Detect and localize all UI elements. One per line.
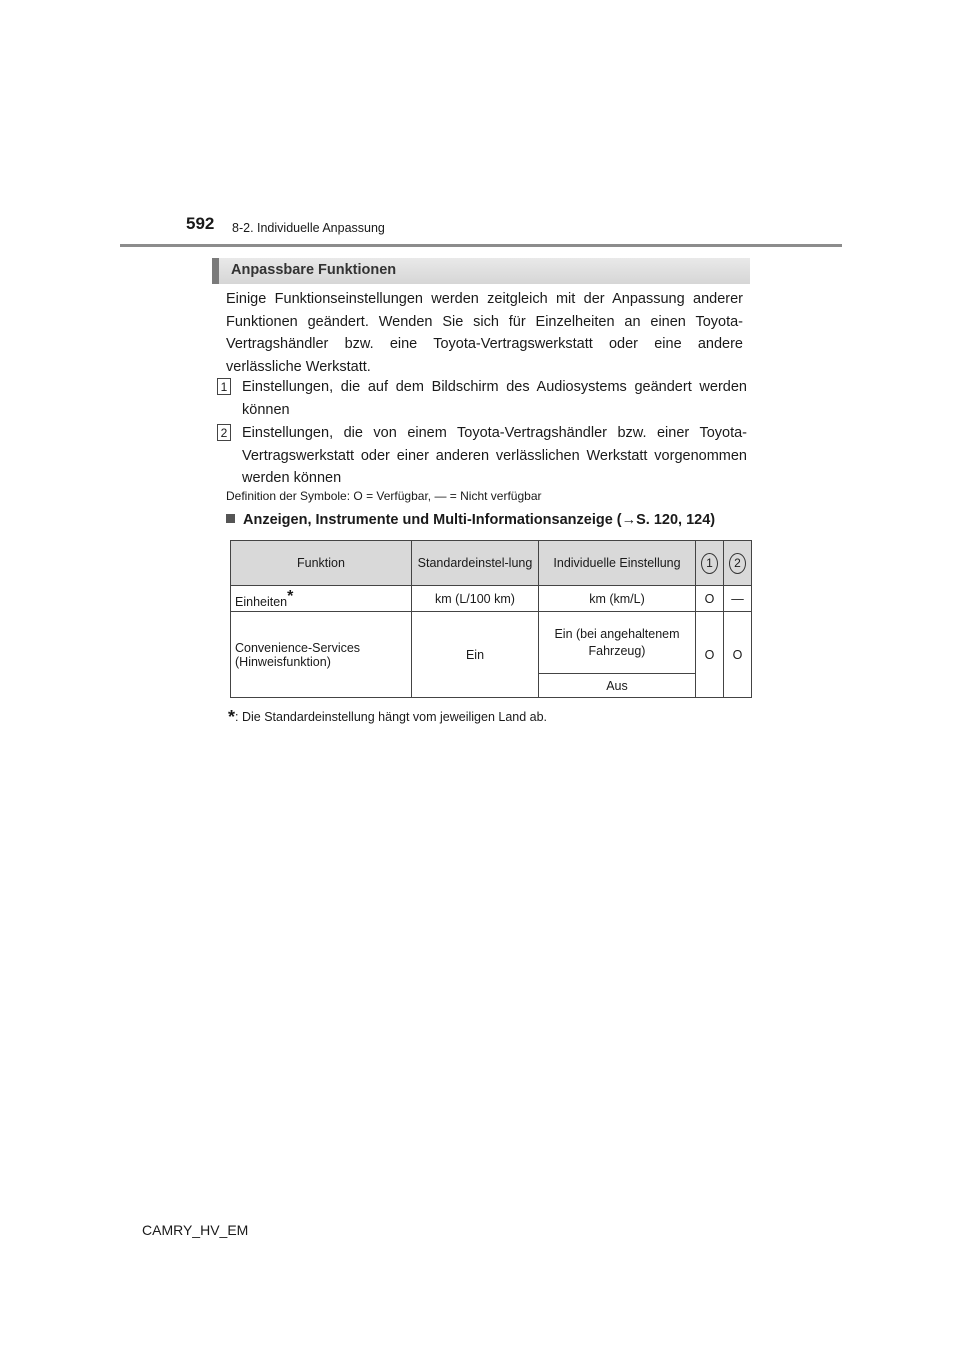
- circled-number-1: 1: [701, 553, 718, 574]
- section-heading: [212, 258, 750, 284]
- page-number: 592: [186, 214, 215, 233]
- document-code: CAMRY_HV_EM: [142, 1222, 249, 1238]
- intro-paragraph: Einige Funktionseinstellungen werden zeitgleich mit der Anpassung anderer Funktionen geändert. Wenden Sie sich für Einzelheiten an einen Toyota-Vertragshändler bzw. eine Toyota-Vertragswerkstatt oder eine andere verlässliche Werkstatt.: [226, 291, 743, 375]
- header-col1: [696, 541, 724, 586]
- circled-number-2: 2: [729, 553, 746, 574]
- table-header-row: [231, 541, 752, 586]
- cell-col1: O: [696, 612, 724, 698]
- table-row: [231, 586, 752, 612]
- cell-col2: —: [724, 586, 752, 612]
- section-heading-label: Anpassbare Funktionen: [231, 262, 397, 278]
- header-divider: [120, 244, 842, 247]
- square-bullet-icon: [226, 514, 235, 523]
- header-custom: Individuelle Einstellung: [539, 541, 696, 586]
- cell-custom: Ein (bei angehaltenem Fahrzeug): [539, 612, 696, 674]
- legend-number-2: 2: [217, 424, 231, 441]
- chapter-title: 8-2. Individuelle Anpassung: [232, 221, 385, 235]
- cell-custom-alt: Aus: [539, 674, 696, 698]
- settings-table: [230, 540, 752, 698]
- legend-text-1: Einstellungen, die auf dem Bildschirm des Audiosystems geändert werden können: [242, 379, 747, 418]
- cell-default: km (L/100 km): [412, 586, 539, 612]
- cell-custom: km (km/L): [539, 586, 696, 612]
- cell-function: Einheiten*: [231, 586, 412, 612]
- legend-number-1: 1: [217, 378, 231, 395]
- legend-text-2: Einstellungen, die von einem Toyota-Vertragshändler bzw. einer Toyota-Vertragswerkstatt oder einer anderen verlässlichen Werkstatt vorgenommen werden können: [242, 425, 747, 486]
- subsection-heading-label: Anzeigen, Instrumente und Multi-Informationsanzeige (→S. 120, 124): [243, 512, 716, 528]
- cell-default: Ein: [412, 612, 539, 698]
- cell-col2: O: [724, 612, 752, 698]
- legend-item-1: [217, 376, 747, 421]
- header-function: Funktion: [231, 541, 412, 586]
- cell-col1: O: [696, 586, 724, 612]
- footnote-text: : Die Standardeinstellung hängt vom jeweiligen Land ab.: [235, 710, 548, 724]
- legend-item-2: [217, 422, 747, 490]
- symbols-definition: Definition der Symbole: O = Verfügbar, — = Nicht verfügbar: [226, 489, 542, 503]
- cell-function: Convenience-Services (Hinweisfunktion): [231, 612, 412, 698]
- table-row: [231, 612, 752, 674]
- header-col2: [724, 541, 752, 586]
- header-default: Standardeinstel-lung: [412, 541, 539, 586]
- subsection-heading: [226, 512, 715, 528]
- footnote-star: *: [287, 588, 294, 605]
- footnote: [228, 707, 547, 728]
- footnote-marker: *: [228, 707, 236, 727]
